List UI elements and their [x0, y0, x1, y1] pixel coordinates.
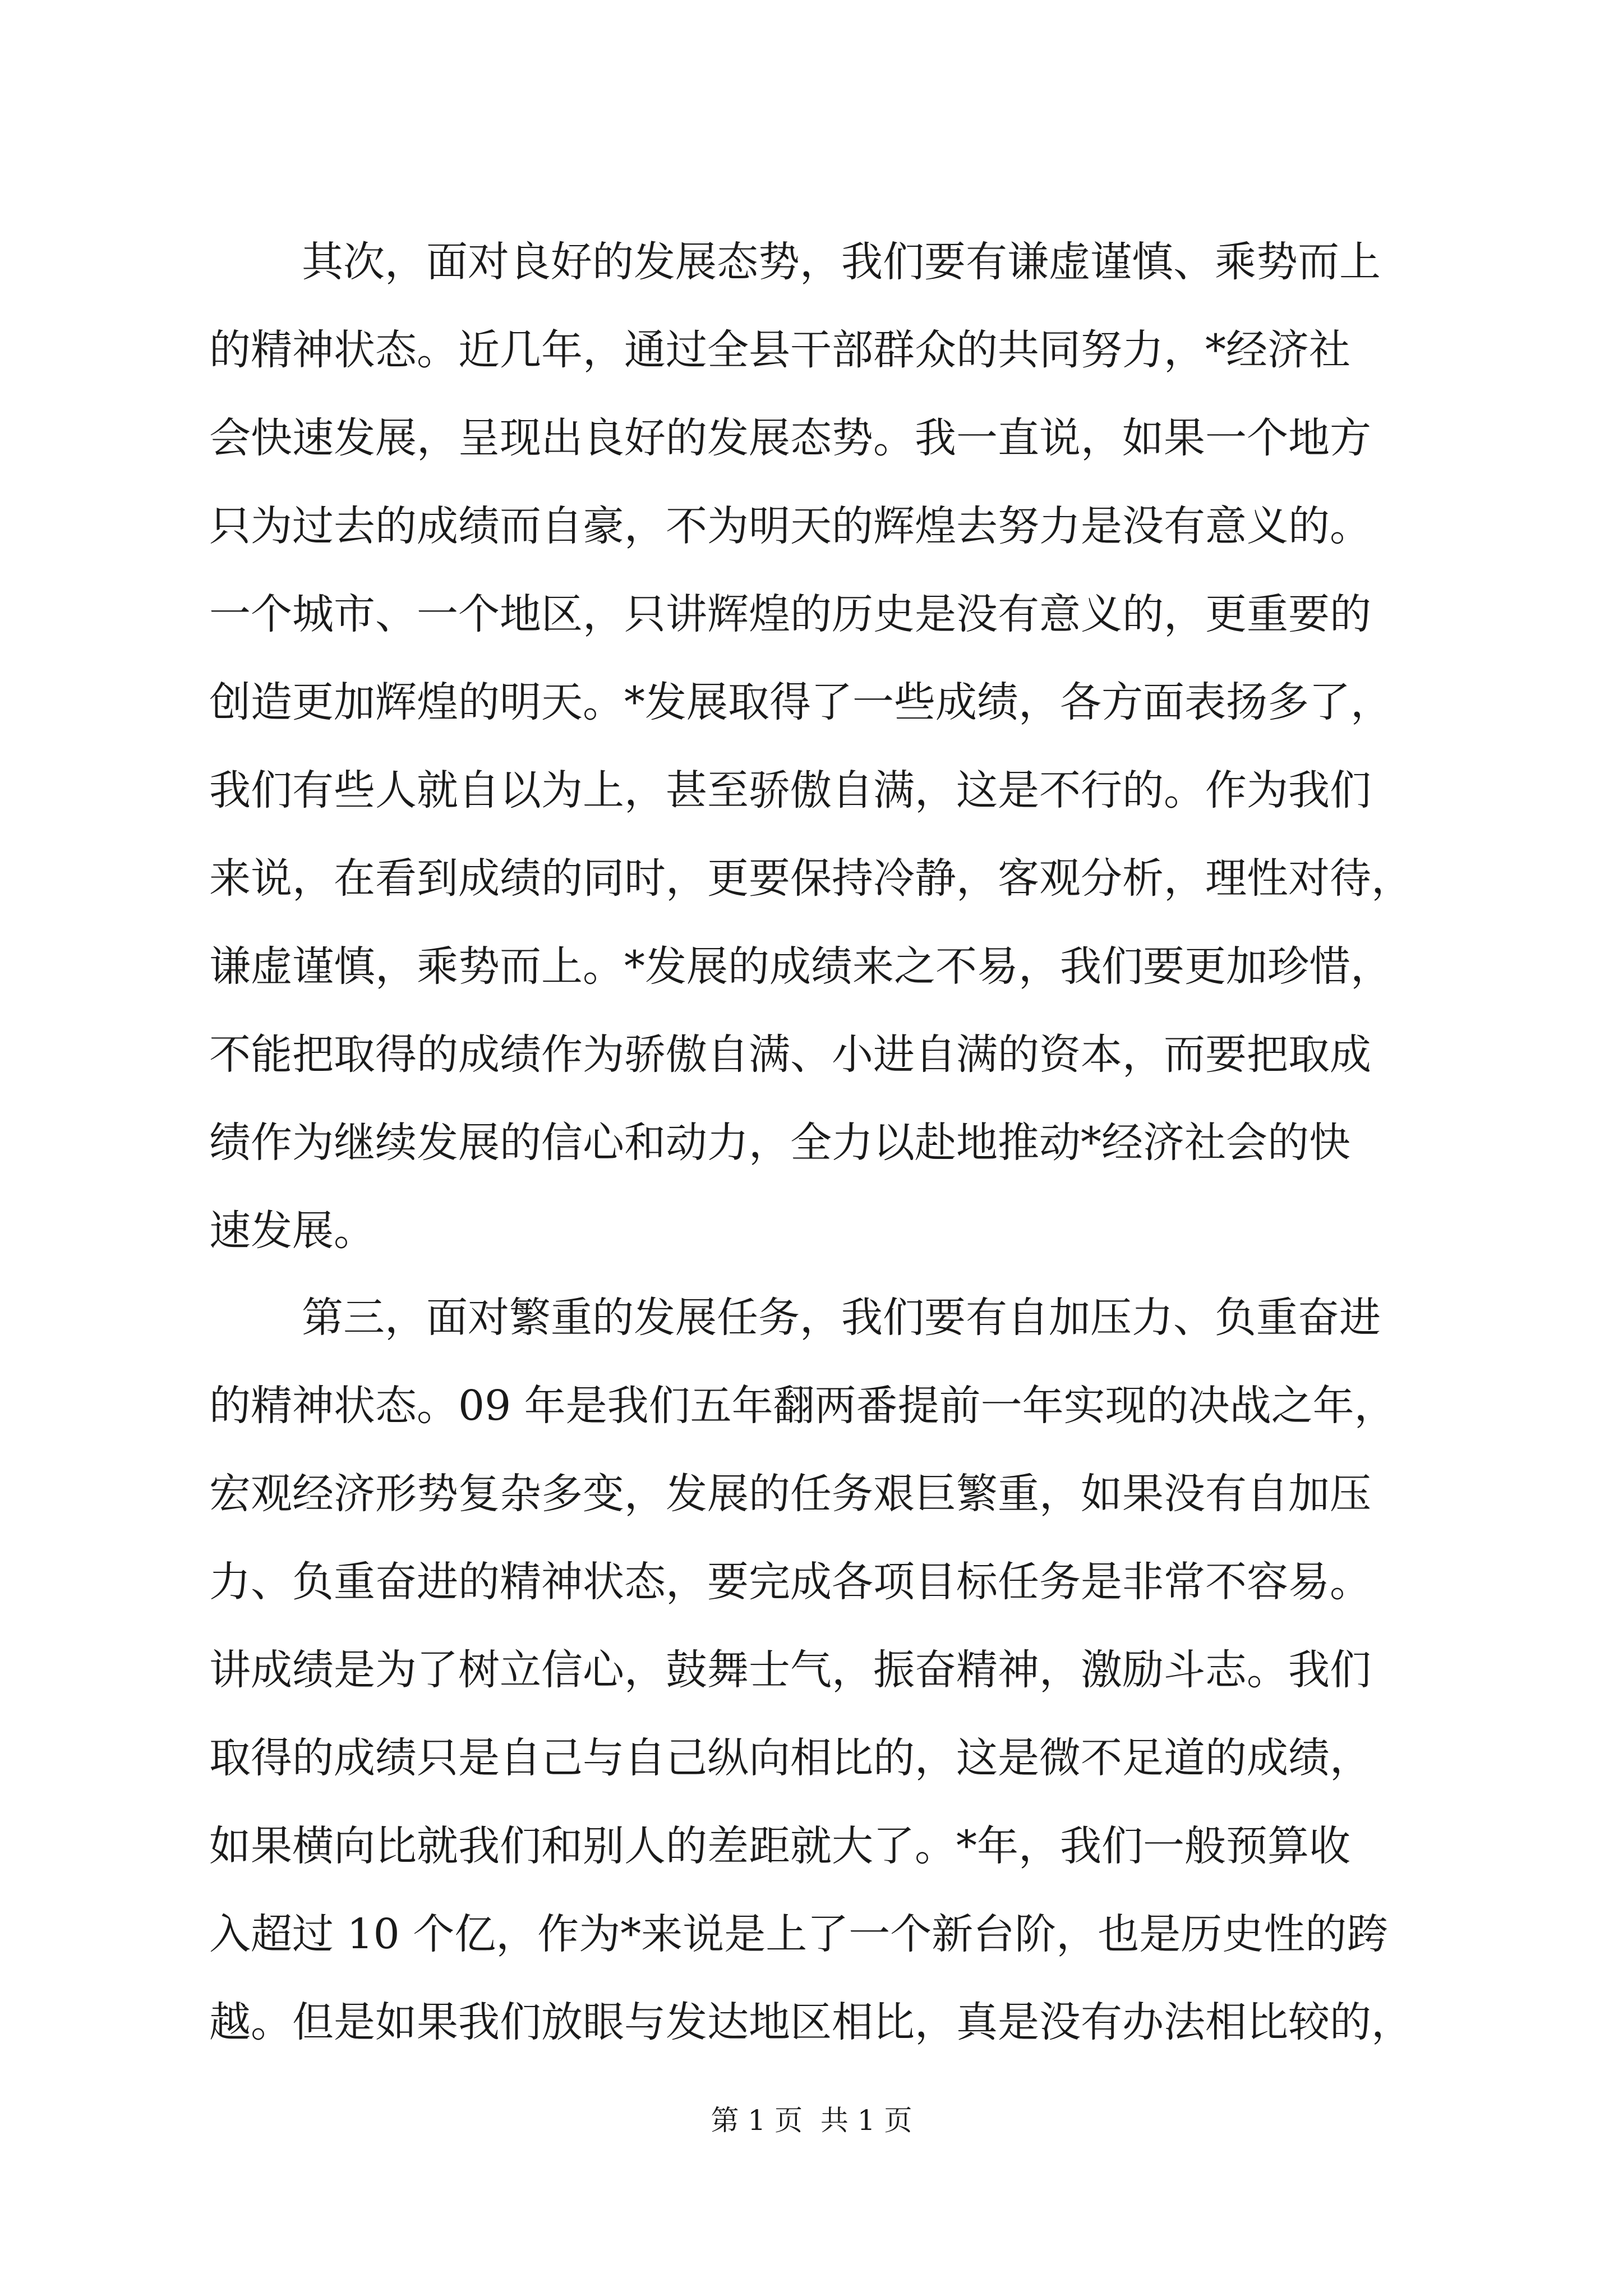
paragraph-1-line-8: 来说，在看到成绩的同时，更要保持冷静，客观分析，理性对待， [209, 854, 1413, 903]
paragraph-1-line-11: 绩作为继续发展的信心和动力，全力以赴地推动*经济社会的快 [209, 1119, 1350, 1167]
paragraph-2-line-5: 讲成绩是为了树立信心，鼓舞士气，振奋精神，激励斗志。我们 [209, 1646, 1371, 1694]
paragraph-2-line-3: 宏观经济形势复杂多变，发展的任务艰巨繁重，如果没有自加压 [209, 1470, 1371, 1518]
paragraph-2-line-1: 第三，面对繁重的发展任务，我们要有自加压力、负重奋进 [302, 1294, 1381, 1342]
paragraph-1-line-4: 只为过去的成绩而自豪，不为明天的辉煌去努力是没有意义的。 [209, 502, 1371, 550]
paragraph-1-line-1: 其次，面对良好的发展态势，我们要有谦虚谨慎、乘势而上 [302, 238, 1381, 286]
paragraph-1-line-6: 创造更加辉煌的明天。*发展取得了一些成绩，各方面表扬多了， [209, 678, 1392, 726]
paragraph-2-line-6: 取得的成绩只是自己与自己纵向相比的，这是微不足道的成绩， [209, 1734, 1371, 1782]
paragraph-1-line-2: 的精神状态。近几年，通过全县干部群众的共同努力，*经济社 [209, 326, 1350, 374]
paragraph-1-line-10: 不能把取得的成绩作为骄傲自满、小进自满的资本，而要把取成 [209, 1030, 1371, 1079]
paragraph-2-line-9: 越。但是如果我们放眼与发达地区相比，真是没有办法相比较的， [209, 1998, 1413, 2046]
paragraph-1-line-5: 一个城市、一个地区，只讲辉煌的历史是没有意义的，更重要的 [209, 590, 1371, 638]
paragraph-1-line-9: 谦虚谨慎，乘势而上。*发展的成绩来之不易，我们要更加珍惜， [209, 942, 1392, 991]
page-number-footer: 第 1 页 共 1 页 [711, 2104, 912, 2137]
paragraph-1-line-3: 会快速发展，呈现出良好的发展态势。我一直说，如果一个地方 [209, 414, 1371, 462]
paragraph-1-line-12: 速发展。 [209, 1207, 375, 1255]
paragraph-2-line-4: 力、负重奋进的精神状态，要完成各项目标任务是非常不容易。 [209, 1558, 1371, 1606]
paragraph-2-line-7: 如果横向比就我们和别人的差距就大了。*年，我们一般预算收 [209, 1822, 1350, 1870]
paragraph-2-line-8: 入超过 10 个亿，作为*来说是上了一个新台阶，也是历史性的跨 [209, 1910, 1389, 1958]
paragraph-1-line-7: 我们有些人就自以为上，甚至骄傲自满，这是不行的。作为我们 [209, 766, 1371, 815]
paragraph-2-line-2: 的精神状态。09 年是我们五年翻两番提前一年实现的决战之年， [209, 1382, 1396, 1430]
